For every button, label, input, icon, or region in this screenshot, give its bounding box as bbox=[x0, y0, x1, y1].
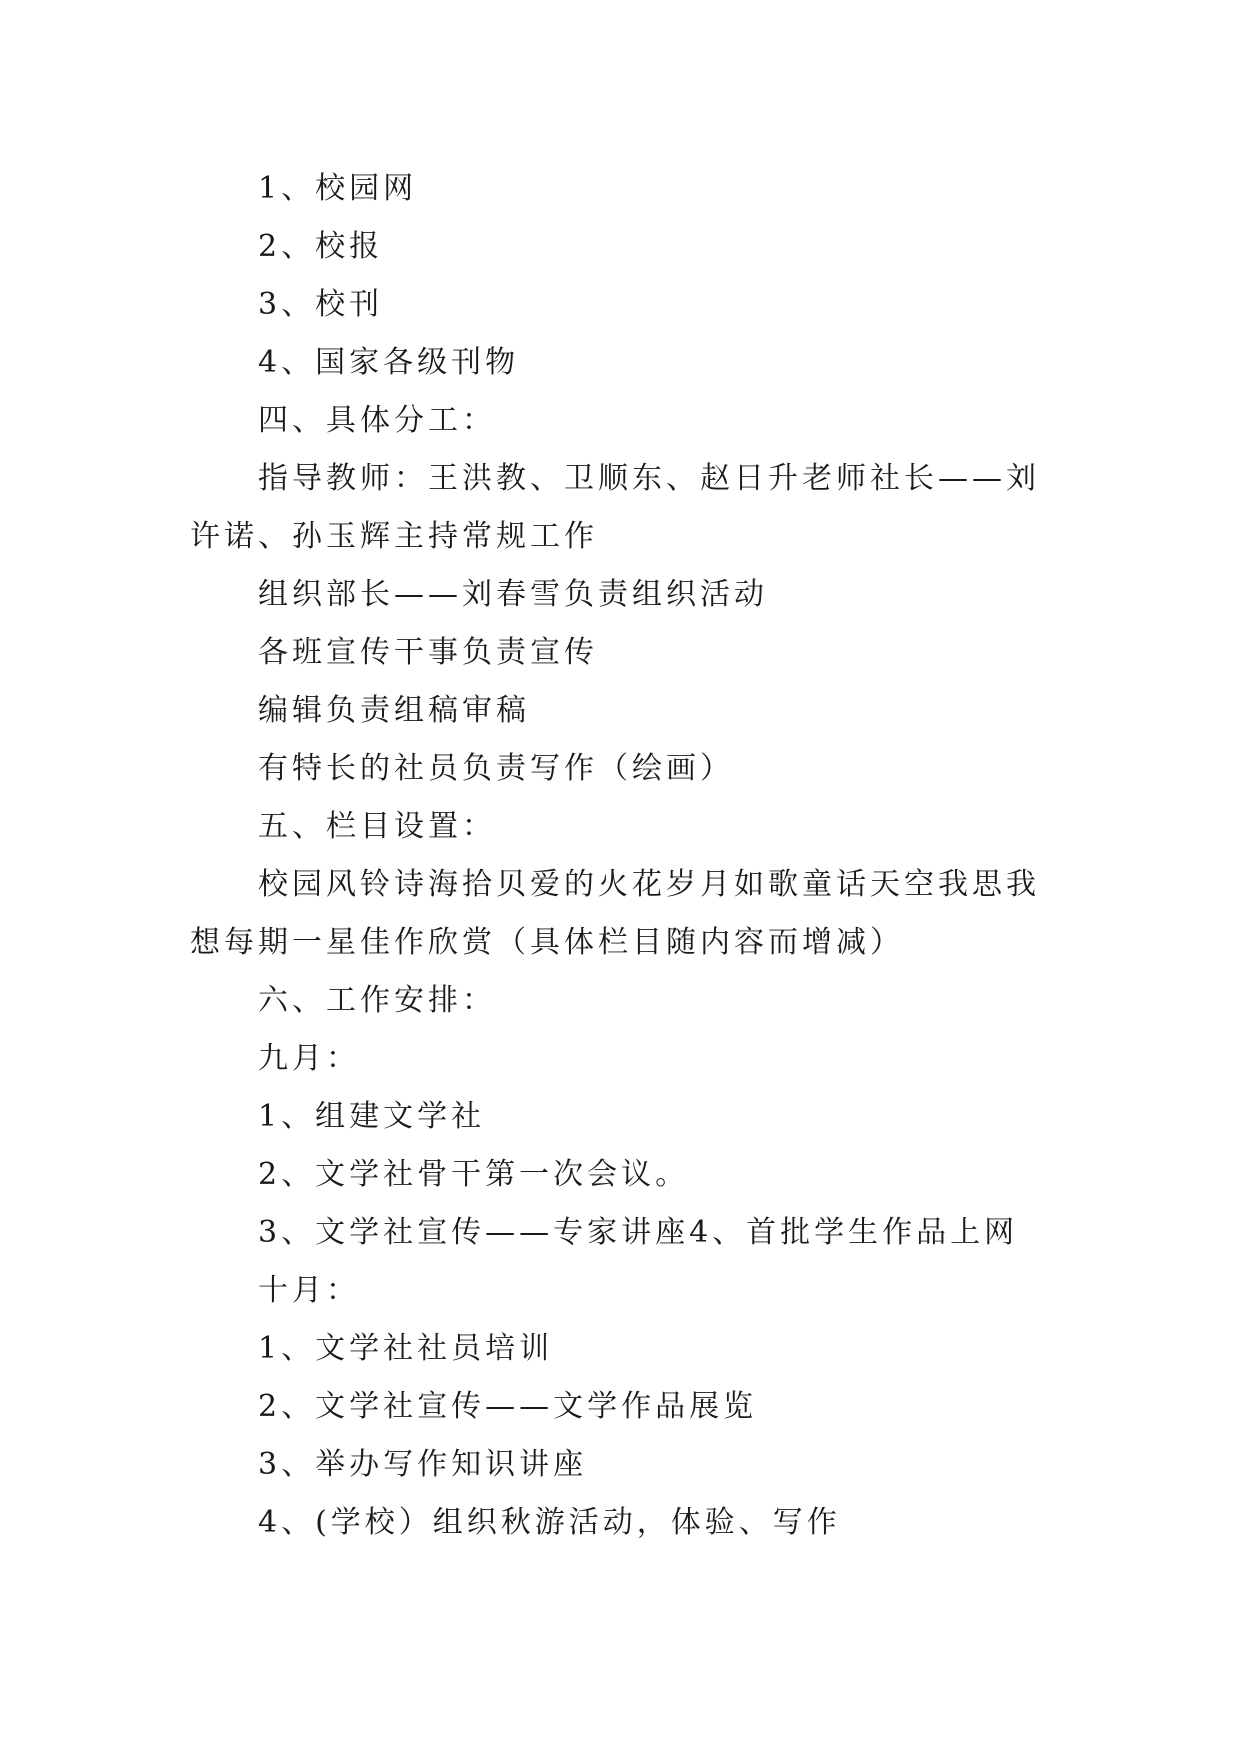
paragraph-advisors-and-president: 指导教师：王洪教、卫顺东、赵日升老师社长——刘许诺、孙玉辉主持常规工作 bbox=[190, 461, 1040, 554]
section-heading-division-of-work: 四、具体分工： bbox=[258, 403, 496, 438]
list-item-september-3: 3、文学社宣传——专家讲座4、首批学生作品上网 bbox=[258, 1215, 1019, 1250]
month-heading-september: 九月： bbox=[258, 1041, 360, 1076]
paragraph-class-publicity: 各班宣传干事负责宣传 bbox=[258, 635, 598, 670]
paragraph-organization-minister: 组织部长——刘春雪负责组织活动 bbox=[258, 577, 768, 612]
month-heading-october: 十月： bbox=[258, 1273, 360, 1308]
list-item-october-3: 3、举办写作知识讲座 bbox=[258, 1447, 588, 1482]
list-item-october-1: 1、文学社社员培训 bbox=[258, 1331, 554, 1366]
list-item-september-2: 2、文学社骨干第一次会议。 bbox=[258, 1157, 690, 1192]
list-item-october-2: 2、文学社宣传——文学作品展览 bbox=[258, 1389, 758, 1424]
list-item-school-newspaper: 2、校报 bbox=[258, 229, 384, 264]
section-heading-columns: 五、栏目设置： bbox=[258, 809, 496, 844]
document-body bbox=[190, 160, 1060, 1552]
paragraph-editors: 编辑负责组稿审稿 bbox=[258, 693, 530, 728]
paragraph-talented-members: 有特长的社员负责写作（绘画） bbox=[258, 751, 734, 786]
list-item-september-1: 1、组建文学社 bbox=[258, 1099, 486, 1134]
list-item-national-publications: 4、国家各级刊物 bbox=[258, 345, 520, 380]
list-item-school-magazine: 3、校刊 bbox=[258, 287, 384, 322]
paragraph-column-list: 校园风铃诗海拾贝爱的火花岁月如歌童话天空我思我想每期一星佳作欣赏（具体栏目随内容而增减） bbox=[190, 867, 1040, 960]
section-heading-schedule: 六、工作安排： bbox=[258, 983, 496, 1018]
list-item-october-4: 4、(学校）组织秋游活动，体验、写作 bbox=[258, 1505, 841, 1540]
list-item-campus-web: 1、校园网 bbox=[258, 171, 418, 206]
